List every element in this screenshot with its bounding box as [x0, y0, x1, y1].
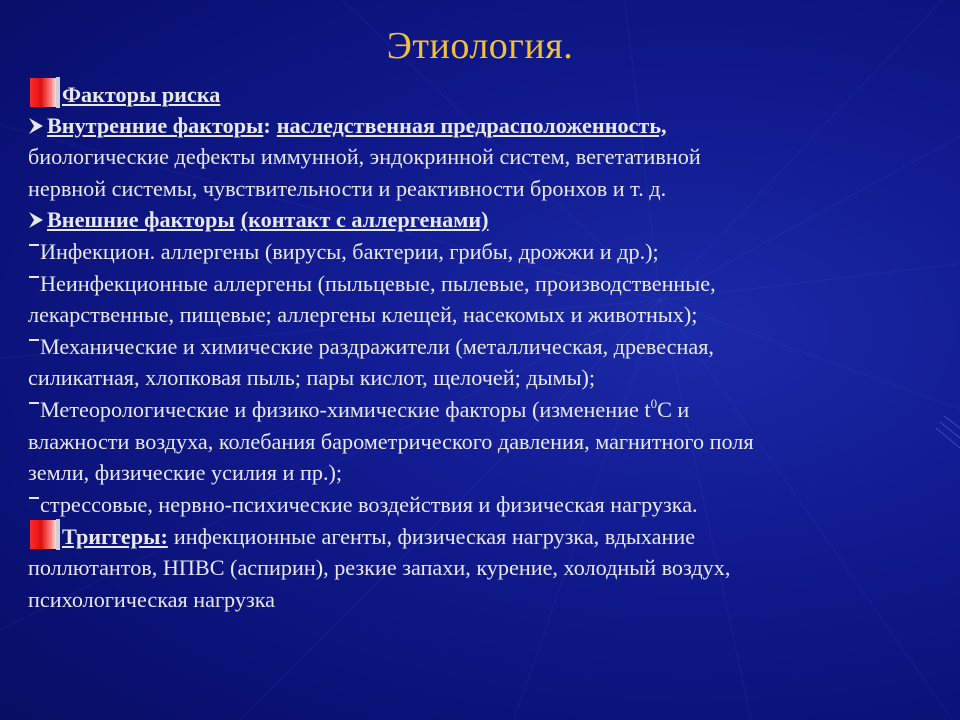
triggers-line — [28, 520, 940, 552]
external-item — [28, 331, 940, 363]
external-item-continuation: земли, физические усилия и пр.); — [28, 460, 343, 486]
external-item-text: Неинфекционные аллергены (пыльцевые, пылевые, производственные, — [40, 270, 716, 296]
external-factors-suffix: (контакт с аллергенами) — [240, 207, 489, 233]
red-square-bullet-icon — [28, 520, 60, 551]
internal-factors-label: Внутренние факторы — [47, 112, 264, 138]
external-item-continuation: влажности воздуха, колебания барометрического давления, магнитного поля — [28, 428, 754, 454]
arrow-bullet-icon — [28, 211, 44, 229]
slide-content — [28, 78, 940, 615]
risk-factors-heading-line — [28, 78, 940, 110]
external-item-text: стрессовые, нервно-психические воздействия и физическая нагрузка. — [40, 491, 698, 517]
triggers-text: поллютантов, НПВС (аспирин), резкие запахи, курение, холодный воздух, — [28, 554, 731, 580]
external-item-text: Инфекцион. аллергены (вирусы, бактерии, грибы, дрожжи и др.); — [40, 238, 659, 264]
external-item-continuation: силикатная, хлопковая пыль; пары кислот, щелочей; дымы); — [28, 365, 596, 391]
external-item — [28, 268, 940, 300]
external-item — [28, 394, 940, 426]
external-item-text: С и — [657, 396, 690, 422]
internal-factors-line — [28, 110, 940, 142]
external-item — [28, 236, 940, 268]
internal-factors-text: биологические дефекты иммунной, эндокринной систем, вегетативной — [28, 144, 701, 170]
internal-factors-colon: : — [263, 112, 271, 138]
internal-factors-text: нервной системы, чувствительности и реактивности бронхов и т. д. — [28, 175, 667, 201]
external-factors-label: Внешние факторы — [47, 207, 235, 233]
triggers-label: Триггеры: — [62, 524, 168, 550]
slide-title: Этиология. — [386, 25, 574, 67]
risk-factors-heading: Факторы риска — [62, 82, 221, 107]
external-item-text: Метеорологические и физико-химические факторы (изменение t — [40, 396, 651, 422]
external-item — [28, 489, 940, 521]
internal-factors-emphasis: наследственная предрасположенность, — [276, 112, 667, 138]
degree-superscript: 0 — [650, 395, 658, 411]
red-square-bullet-icon — [28, 78, 60, 109]
external-item-continuation: лекарственные, пищевые; аллергены клещей, насекомых и животных); — [28, 302, 698, 328]
triggers-text: инфекционные агенты, физическая нагрузка, вдыхание — [173, 524, 696, 550]
triggers-text: психологическая нагрузка — [28, 586, 276, 612]
external-item-text: Механические и химические раздражители (металлическая, древесная, — [40, 333, 714, 359]
arrow-bullet-icon — [28, 117, 44, 135]
external-factors-line — [28, 204, 940, 236]
